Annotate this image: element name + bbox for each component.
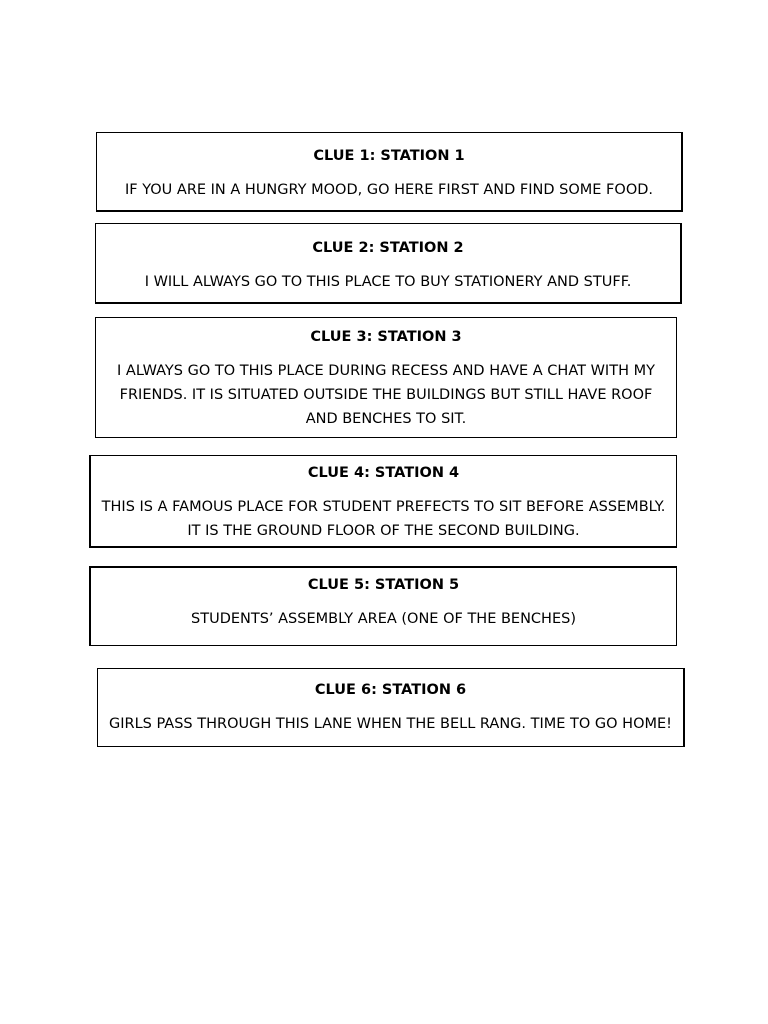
clue-card-5 (89, 566, 677, 646)
clue-text: STUDENTS’ ASSEMBLY AREA (ONE OF THE BENCHES) (191, 611, 576, 627)
clue-text: THIS IS A FAMOUS PLACE FOR STUDENT PREFECTS TO SIT BEFORE ASSEMBLY. IT IS THE GROUND FLOOR OF THE SECOND BUILDING. (101, 499, 666, 539)
clue-title: CLUE 2: STATION 2 (312, 240, 464, 256)
clue-text: IF YOU ARE IN A HUNGRY MOOD, GO HERE FIRST AND FIND SOME FOOD. (124, 182, 654, 198)
clue-title: CLUE 3: STATION 3 (310, 329, 462, 345)
clue-card-6 (97, 668, 685, 747)
clue-text: I WILL ALWAYS GO TO THIS PLACE TO BUY STATIONERY AND STUFF. (144, 274, 632, 290)
clue-title: CLUE 6: STATION 6 (314, 682, 467, 698)
clue-title: CLUE 1: STATION 1 (313, 148, 465, 164)
clue-text: I ALWAYS GO TO THIS PLACE DURING RECESS AND HAVE A CHAT WITH MY FRIENDS. IT IS SITUATED OUTSIDE THE BUILDINGS BUT STILL HAVE ROOF AND BENCHES TO SIT. (117, 363, 655, 427)
clue-title: CLUE 4: STATION 4 (307, 465, 460, 481)
clue-title: CLUE 5: STATION 5 (307, 577, 460, 593)
clue-card-3 (95, 317, 677, 438)
clue-card-4 (89, 455, 677, 548)
clue-text: GIRLS PASS THROUGH THIS LANE WHEN THE BELL RANG. TIME TO GO HOME! (109, 716, 672, 732)
clue-card-1 (96, 132, 683, 212)
clue-card-2 (95, 223, 682, 304)
